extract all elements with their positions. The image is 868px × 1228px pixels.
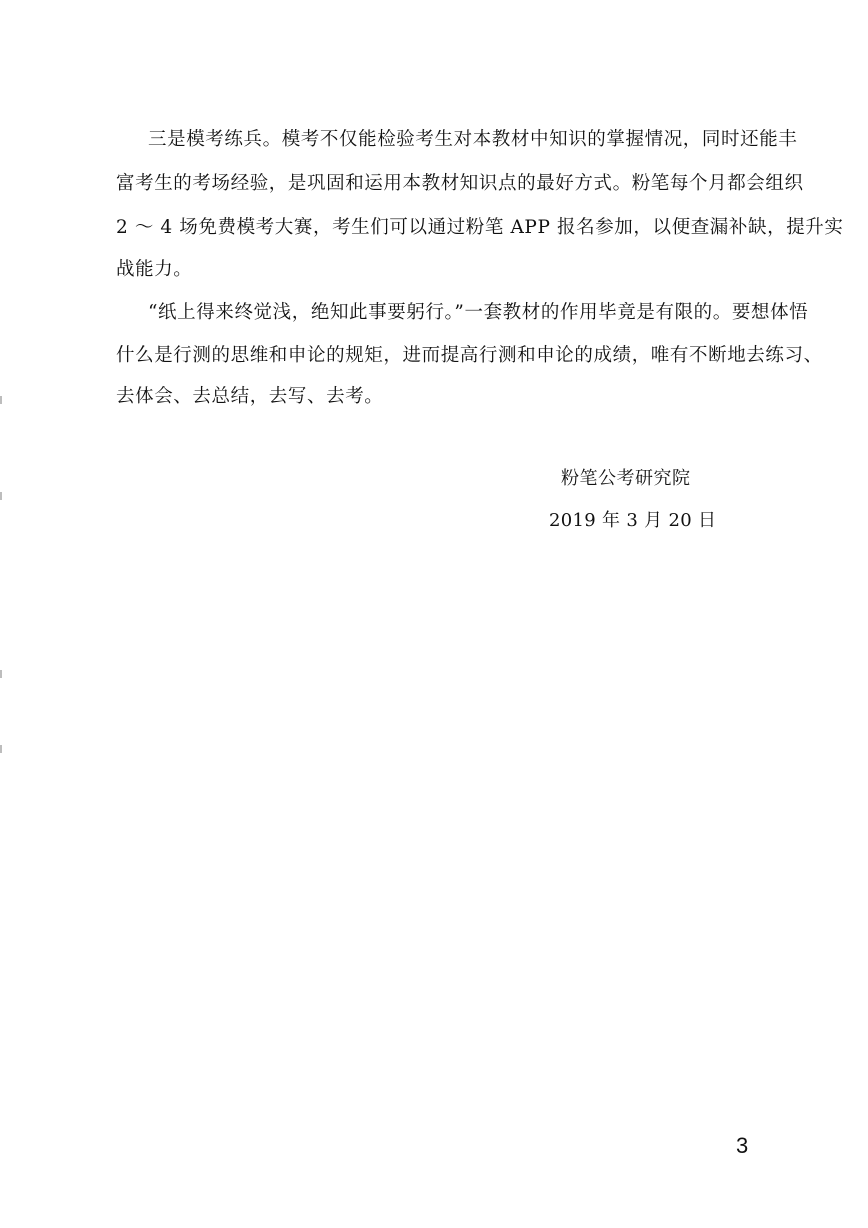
scan-edge-mark [0, 670, 2, 678]
scan-edge-mark [0, 492, 2, 500]
signature-date: 2019 年 3 月 20 日 [549, 510, 717, 531]
page-number: 3 [736, 1133, 749, 1158]
paragraph-line: 富考生的考场经验，是巩固和运用本教材知识点的最好方式。粉笔每个月都会组织 [116, 173, 804, 194]
signature-organization: 粉笔公考研究院 [561, 468, 691, 489]
paragraph-line: 去体会、去总结，去写、去考。 [116, 386, 384, 407]
paragraph-line: 战能力。 [116, 259, 193, 280]
paragraph-line: 2 ～ 4 场免费模考大赛，考生们可以通过粉笔 APP 报名参加，以便查漏补缺，提升实 [116, 217, 844, 238]
paragraph-line: 什么是行测的思维和申论的规矩，进而提高行测和申论的成绩，唯有不断地去练习、 [116, 345, 823, 366]
scan-edge-mark [0, 745, 2, 753]
paragraph-line: “纸上得来终觉浅，绝知此事要躬行。”一套教材的作用毕竟是有限的。要想体悟 [148, 302, 809, 323]
scan-edge-mark [0, 396, 2, 404]
paragraph-line: 三是模考练兵。模考不仅能检验考生对本教材中知识的掌握情况，同时还能丰 [148, 129, 798, 150]
